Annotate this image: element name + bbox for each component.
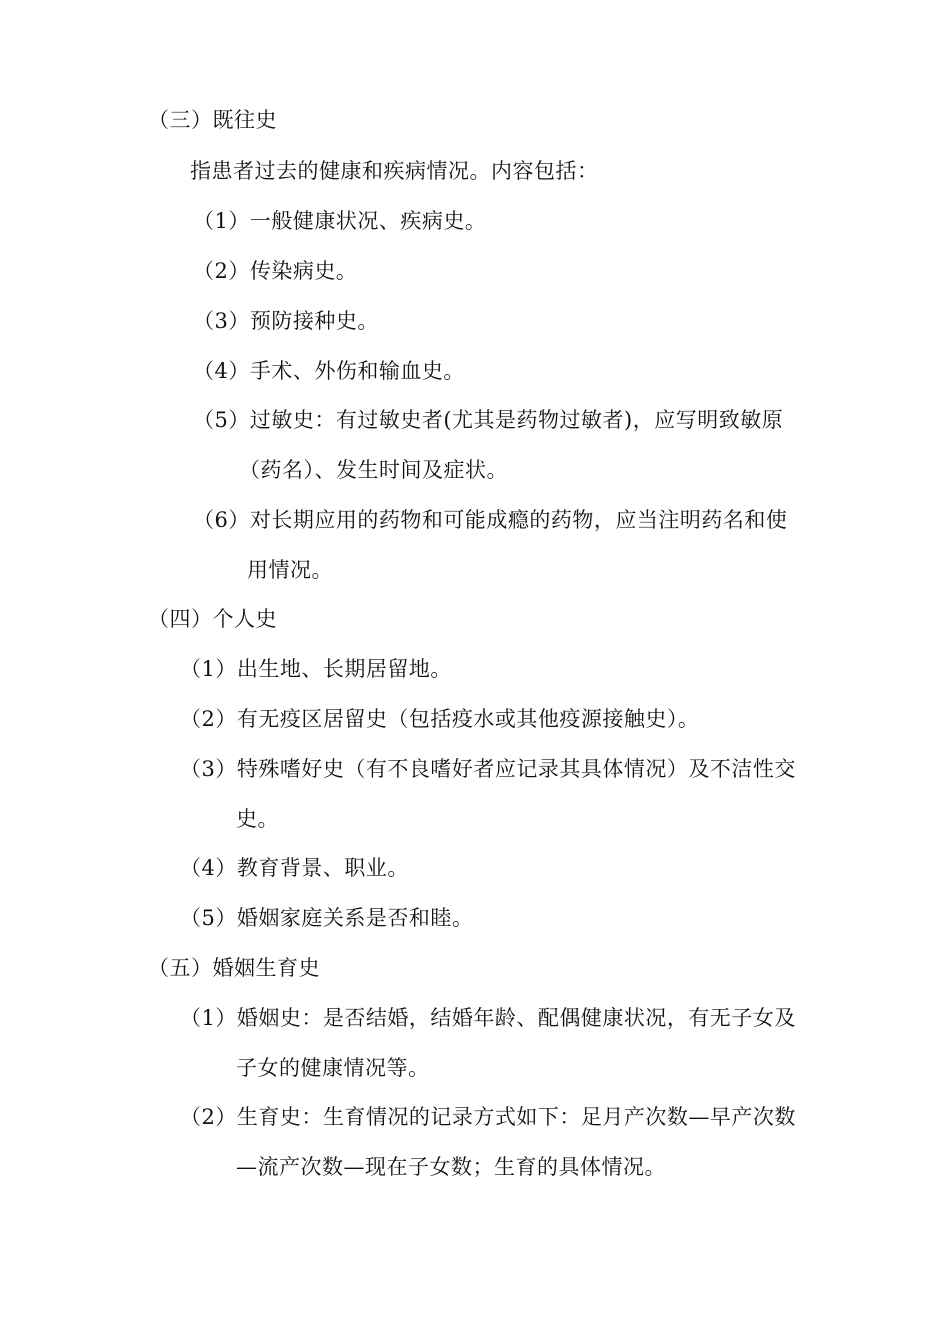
list-item: （5）过敏史：有过敏史者(尤其是药物过敏者)，应写明致敏原	[193, 408, 784, 432]
section-intro-past-history: 指患者过去的健康和疾病情况。内容包括：	[190, 159, 599, 183]
list-item-continuation: （药名）、发生时间及症状。	[239, 458, 508, 482]
list-item: （1）出生地、长期居留地。	[180, 657, 452, 681]
list-item-continuation: 用情况。	[247, 558, 333, 582]
section-heading-past-history: （三）既往史	[148, 108, 277, 132]
section-heading-marriage-history: （五）婚姻生育史	[148, 956, 320, 980]
list-item-continuation: —流产次数—现在子女数；生育的具体情况。	[236, 1155, 666, 1179]
list-item: （5）婚姻家庭关系是否和睦。	[180, 906, 474, 930]
list-item: （1）一般健康状况、疾病史。	[193, 209, 487, 233]
list-item: （3）预防接种史。	[193, 309, 379, 333]
list-item-continuation: 子女的健康情况等。	[236, 1056, 430, 1080]
list-item: （4）教育背景、职业。	[180, 856, 409, 880]
list-item: （2）传染病史。	[193, 259, 358, 283]
list-item: （2）生育史：生育情况的记录方式如下：足月产次数—早产次数	[180, 1105, 796, 1129]
list-item: （3）特殊嗜好史（有不良嗜好者应记录其具体情况）及不洁性交	[180, 757, 796, 781]
list-item: （1）婚姻史：是否结婚，结婚年龄、配偶健康状况，有无子女及	[180, 1006, 796, 1030]
list-item: （6）对长期应用的药物和可能成瘾的药物，应当注明药名和使	[193, 508, 788, 532]
section-heading-personal-history: （四）个人史	[148, 607, 277, 631]
list-item-continuation: 史。	[236, 807, 279, 831]
list-item: （2）有无疫区居留史（包括疫水或其他疫源接触史）。	[180, 707, 700, 731]
list-item: （4）手术、外伤和输血史。	[193, 359, 465, 383]
